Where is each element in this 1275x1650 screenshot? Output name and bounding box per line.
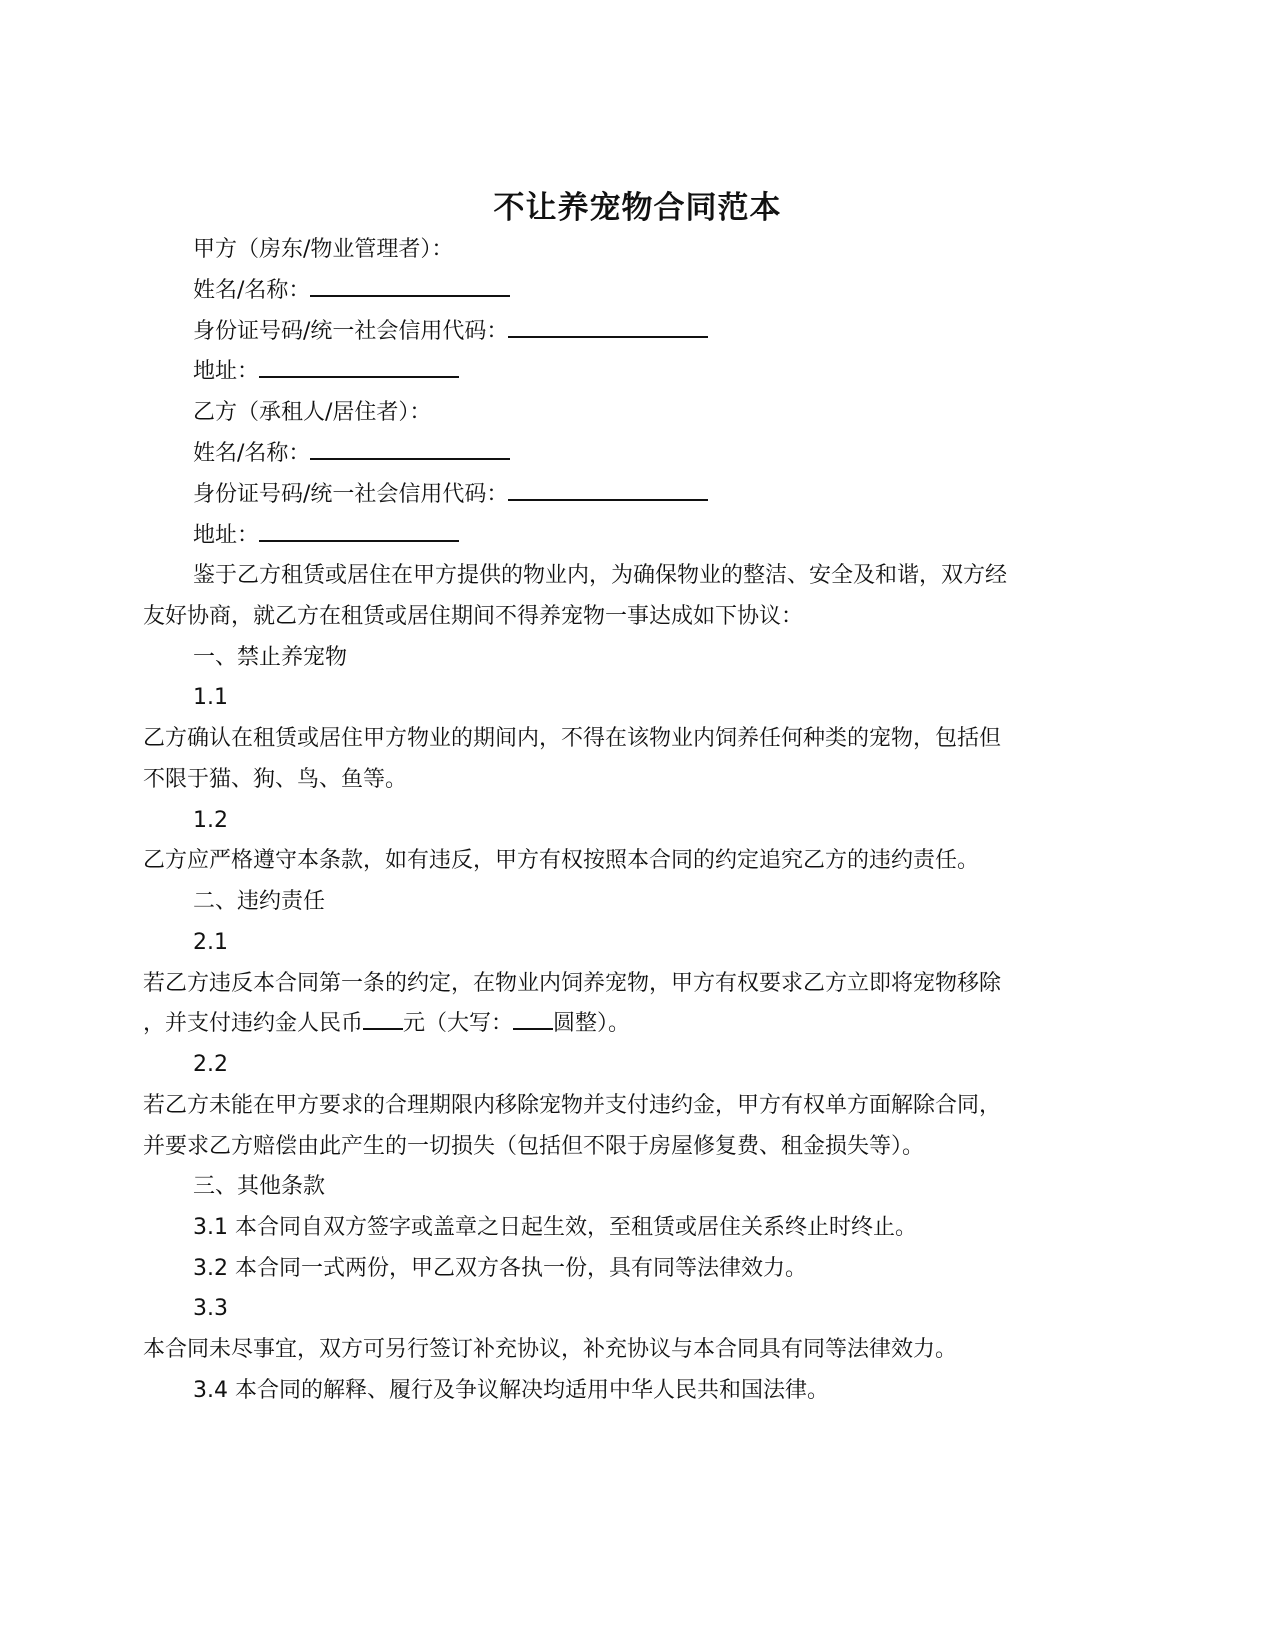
party-b-name-label: 姓名/名称： [193, 441, 311, 466]
party-b-heading: 乙方（承租人/居住者）： [193, 400, 432, 425]
clause-1-1-line-1: 乙方确认在租赁或居住甲方物业的期间内，不得在该物业内饲养任何种类的宠物，包括但 [143, 726, 1002, 751]
clause-2-1-line-1: 若乙方违反本合同第一条的约定，在物业内饲养宠物，甲方有权要求乙方立即将宠物移除 [143, 971, 1002, 996]
section-3-heading: 三、其他条款 [193, 1174, 326, 1199]
party-b-address-row [193, 515, 1183, 557]
clause-1-2-line-1: 乙方应严格遵守本条款，如有违反，甲方有权按照本合同的约定追究乙方的违约责任。 [143, 848, 980, 873]
clause-3-4: 3.4 本合同的解释、履行及争议解决均适用中华人民共和国法律。 [193, 1378, 829, 1403]
section-1-heading: 一、禁止养宠物 [193, 645, 348, 670]
party-a-id-row [193, 311, 1183, 353]
clause-3-1: 3.1 本合同自双方签字或盖章之日起生效，至租赁或居住关系终止时终止。 [193, 1215, 917, 1240]
party-b-id-field[interactable] [508, 481, 708, 501]
party-a-address-field[interactable] [259, 358, 459, 378]
clause-2-1-number: 2.1 [193, 930, 228, 955]
party-b-address-field[interactable] [259, 522, 459, 542]
clause-1-2-number: 1.2 [193, 808, 228, 833]
clause-3-3-line-1: 本合同未尽事宜，双方可另行签订补充协议，补充协议与本合同具有同等法律效力。 [143, 1337, 958, 1362]
clause-1-1-number: 1.1 [193, 685, 228, 710]
party-a-id-field[interactable] [508, 318, 708, 338]
penalty-amount-words-field[interactable] [513, 1010, 553, 1030]
party-b-id-row [193, 474, 1183, 516]
clause-3-3-number: 3.3 [193, 1296, 228, 1321]
clause-2-2-line-1: 若乙方未能在甲方要求的合理期限内移除宠物并支付违约金，甲方有权单方面解除合同， [143, 1093, 1002, 1118]
document-title: 不让养宠物合同范本 [493, 190, 782, 226]
clause-2-1-text-a: ，并支付违约金人民币 [143, 1011, 364, 1036]
party-a-heading: 甲方（房东/物业管理者）： [193, 237, 454, 262]
clause-1-1-line-2: 不限于猫、狗、鸟、鱼等。 [143, 767, 408, 792]
preamble-line-2: 友好协商，就乙方在租赁或居住期间不得养宠物一事达成如下协议： [143, 604, 804, 629]
penalty-amount-field[interactable] [363, 1010, 403, 1030]
party-a-address-label: 地址： [193, 359, 260, 384]
party-a-name-label: 姓名/名称： [193, 278, 311, 303]
clause-2-1-line-2 [143, 1003, 1133, 1045]
party-b-address-label: 地址： [193, 523, 260, 548]
section-2-heading: 二、违约责任 [193, 889, 326, 914]
party-a-name-field[interactable] [310, 277, 510, 297]
party-b-name-row [193, 433, 1183, 475]
party-a-address-row [193, 351, 1183, 393]
clause-2-1-text-c: 圆整）。 [553, 1011, 631, 1036]
preamble-line-1: 鉴于乙方租赁或居住在甲方提供的物业内，为确保物业的整洁、安全及和谐，双方经 [193, 563, 1008, 588]
party-b-name-field[interactable] [310, 440, 510, 460]
clause-3-2: 3.2 本合同一式两份，甲乙双方各执一份，具有同等法律效力。 [193, 1256, 807, 1281]
clause-2-1-text-b: 元（大写： [403, 1011, 514, 1036]
clause-2-2-number: 2.2 [193, 1052, 228, 1077]
party-b-id-label: 身份证号码/统一社会信用代码： [193, 482, 509, 507]
party-a-name-row [193, 270, 1183, 312]
party-a-id-label: 身份证号码/统一社会信用代码： [193, 319, 509, 344]
clause-2-2-line-2: 并要求乙方赔偿由此产生的一切损失（包括但不限于房屋修复费、租金损失等）。 [143, 1134, 925, 1159]
